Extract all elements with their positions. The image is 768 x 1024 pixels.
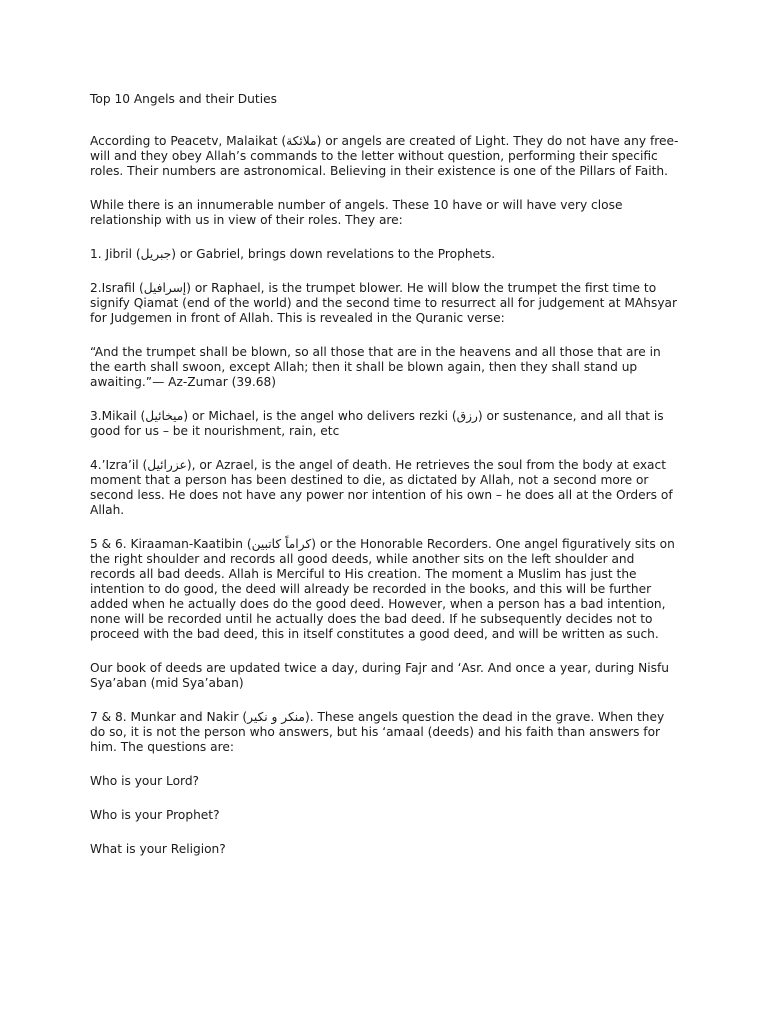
paragraph-munkar-nakir: 7 & 8. Munkar and Nakir (منكر و نكير). These angels question the dead in the grave. When they do so, it is not the person who answers, but his ‘amaal (deeds) and his faith than answers for him. The questions are: [90, 710, 665, 754]
document-title: Top 10 Angels and their Duties [90, 92, 277, 106]
paragraph-kiraaman-kaatibin: 5 & 6. Kiraaman-Kaatibin (كراماً كاتبين) or the Honorable Recorders. One angel figuratively sits on the right shoulder and records all good deeds, while another sits on the left shoulder and records all bad deeds. Allah is Merciful to His creation. The moment a Muslim has just the intention to do good, the deed will already be recorded in the books, and this will be further added when he actually does do the good deed. However, when a person has a bad intention, none will be recorded until he actually does the bad deed. If he subsequently decides not to proceed with the bad deed, this in itself constitutes a good deed, and will be written as such. [90, 537, 675, 641]
question-religion: What is your Religion? [90, 842, 226, 856]
paragraph-izrail: 4.’Izra’il (عزرائيل), or Azrael, is the angel of death. He retrieves the soul from the body at exact moment that a person has been destined to die, as dictated by Allah, not a second more or second less. He does not have any power nor intention of his own – he does all at the Orders of Allah. [90, 458, 673, 517]
paragraph-jibril: 1. Jibril (جبريل) or Gabriel, brings down revelations to the Prophets. [90, 247, 496, 261]
document-page [90, 92, 680, 876]
paragraph-quran-verse: “And the trumpet shall be blown, so all those that are in the heavens and all those that are in the earth shall swoon, except Allah; then it shall be blown again, then they shall stand up awaiting.”— Az-Zumar (39.68) [90, 345, 661, 389]
paragraph-israfil: 2.Israfil (إسرافيل) or Raphael, is the trumpet blower. He will blow the trumpet the first time to signify Qiamat (end of the world) and the second time to resurrect all for judgement at MAhsyar for Judgemen in front of Allah. This is revealed in the Quranic verse: [90, 281, 678, 325]
paragraph-book-of-deeds: Our book of deeds are updated twice a day, during Fajr and ‘Asr. And once a year, during Nisfu Sya’aban (mid Sya’aban) [90, 661, 670, 690]
paragraph-mikail: 3.Mikail (ميخائيل) or Michael, is the angel who delivers rezki (رزق) or sustenance, and all that is good for us – be it nourishment, rain, etc [90, 409, 664, 438]
paragraph-overview: While there is an innumerable number of angels. These 10 have or will have very close relationship with us in view of their roles. They are: [90, 198, 623, 227]
question-prophet: Who is your Prophet? [90, 808, 220, 822]
question-lord: Who is your Lord? [90, 774, 200, 788]
paragraph-intro: According to Peacetv, Malaikat (ملائكة) or angels are created of Light. They do not have any free-will and they obey Allah’s commands to the letter without question, performing their specific roles. Their numbers are astronomical. Believing in their existence is one of the Pillars of Faith. [90, 134, 679, 178]
